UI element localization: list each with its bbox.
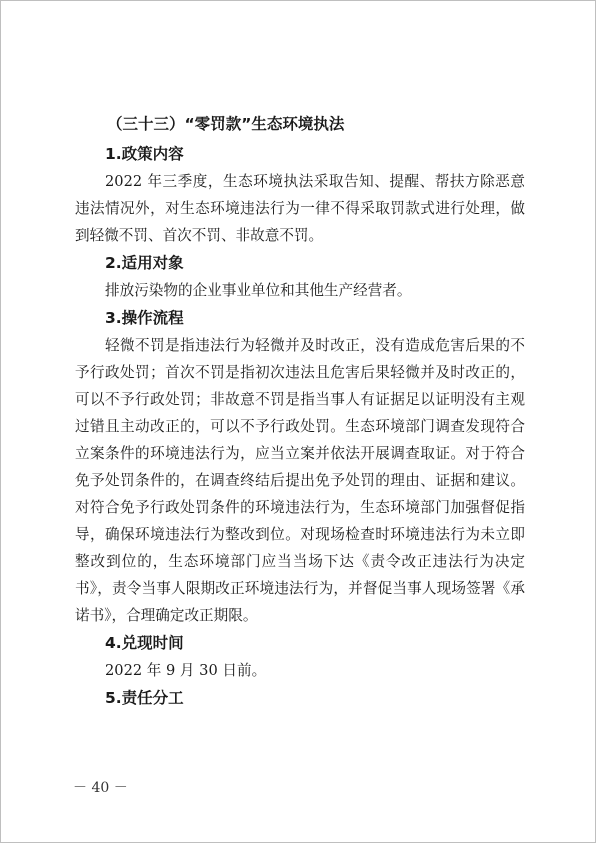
heading-applicable-objects: 2.适用对象 bbox=[105, 254, 184, 272]
document-body bbox=[75, 109, 525, 712]
paragraph-policy-content: 2022 年三季度，生态环境执法采取告知、提醒、帮扶方除恶意违法情况外，对生态环境违法行为一律不得采取罚款式进行处理，做到轻微不罚、首次不罚、非故意不罚。 bbox=[75, 173, 525, 244]
paragraph-fulfillment-time: 2022 年 9 月 30 日前。 bbox=[105, 662, 267, 679]
section-title: （三十三）“零罚款”生态环境执法 bbox=[107, 115, 345, 133]
paragraph-operation-process: 轻微不罚是指违法行为轻微并及时改正，没有造成危害后果的不予行政处罚；首次不罚是指初次违法且危害后果轻微并及时改正的，可以不予行政处罚；非故意不罚是指当事人有证据足以证明没有主观过错且主动改正的，可以不予行政处罚。生态环境部门调查发现符合立案条件的环境违法行为，应当立案并依法开展调查取证。对于符合免予处罚条件的，在调查终结后提出免予处罚的理由、证据和建议。对符合免予行政处罚条件的环境违法行为，生态环境部门加强督促指导，确保环境违法行为整改到位。对现场检查时环境违法行为未立即整改到位的，生态环境部门应当当场下达《责令改正违法行为决定书》，责令当事人限期改正环境违法行为，并督促当事人现场签署《承诺书》，合理确定改正期限。 bbox=[75, 337, 525, 624]
heading-fulfillment-time: 4.兑现时间 bbox=[105, 634, 184, 652]
page-number: － 40 － bbox=[73, 780, 128, 796]
paragraph-applicable-objects: 排放污染物的企业事业单位和其他生产经营者。 bbox=[105, 282, 412, 299]
heading-policy-content: 1.政策内容 bbox=[105, 145, 184, 163]
heading-operation-process: 3.操作流程 bbox=[105, 309, 184, 327]
heading-responsibility-division: 5.责任分工 bbox=[105, 689, 184, 707]
